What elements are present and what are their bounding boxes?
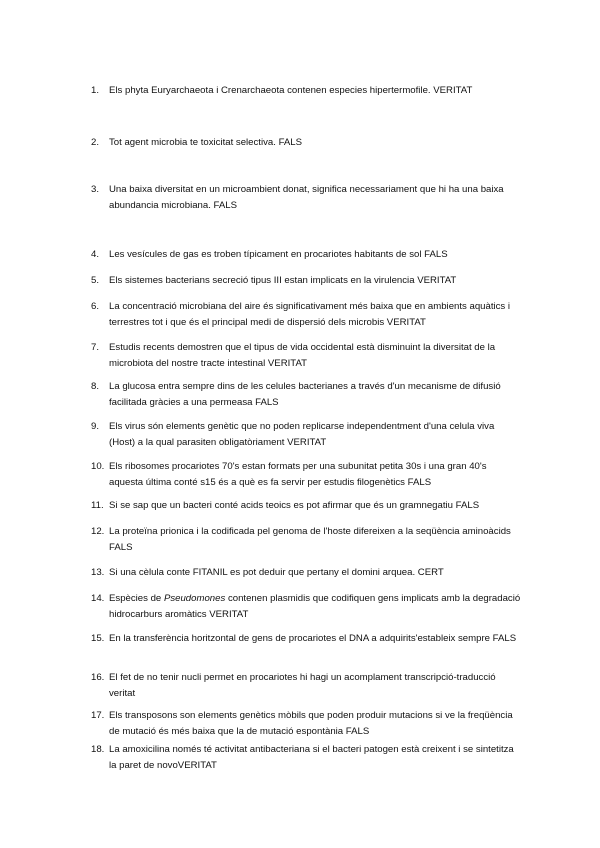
item-number: 9. bbox=[91, 421, 100, 432]
list-item-3 bbox=[91, 182, 521, 214]
item-number: 8. bbox=[91, 381, 100, 392]
list-item-13 bbox=[91, 565, 521, 581]
list-item-1 bbox=[91, 83, 521, 99]
list-item-9 bbox=[91, 419, 521, 451]
item-number: 17. bbox=[91, 710, 105, 721]
list-item-7 bbox=[91, 340, 521, 372]
item-number: 12. bbox=[91, 526, 105, 537]
list-item-4 bbox=[91, 247, 521, 263]
item-text: Els ribosomes procariotes 70's estan formats per una subunitat petita 30s i una gran 40's aquesta última conté s15 és a què es fa servir per estudis filogenètics FALS bbox=[109, 461, 487, 488]
item-text: Els transposons son elements genètics mòbils que poden produir mutacions si ve la freqüència de mutació és més baixa que la de mutació espontània FALS bbox=[109, 710, 513, 737]
item-number: 18. bbox=[91, 744, 105, 755]
item-text-italic: Pseudomones bbox=[163, 593, 226, 604]
item-text: La glucosa entra sempre dins de les celules bacterianes a través d'un mecanisme de difusió facilitada gràcies a una permeasa FALS bbox=[109, 381, 501, 408]
item-text: Les vesícules de gas es troben típicament en procariotes habitants de sol FALS bbox=[109, 249, 448, 260]
list-item-10 bbox=[91, 459, 521, 491]
item-text: Una baixa diversitat en un microambient donat, significa necessariament que hi ha una baixa abundancia microbiana. FALS bbox=[109, 184, 504, 211]
item-text: Els phyta Euryarchaeota i Crenarchaeota contenen especies hipertermofile. VERITAT bbox=[109, 85, 473, 96]
list-item-12 bbox=[91, 524, 521, 556]
list-item-18 bbox=[91, 742, 521, 774]
item-number: 5. bbox=[91, 275, 100, 286]
item-number: 16. bbox=[91, 672, 105, 683]
list-item-2 bbox=[91, 135, 521, 151]
item-number: 7. bbox=[91, 342, 100, 353]
item-text: La amoxicilina només té activitat antibacteriana si el bacteri patogen està creixent i se sintetitza la paret de novoVERITAT bbox=[109, 744, 514, 771]
item-text: En la transferència horitzontal de gens de procariotes el DNA a adquirits'estableix sempre FALS bbox=[109, 633, 517, 644]
list-item-8 bbox=[91, 379, 521, 411]
item-number: 2. bbox=[91, 137, 100, 148]
item-number: 3. bbox=[91, 184, 100, 195]
item-number: 6. bbox=[91, 301, 100, 312]
list-item-6 bbox=[91, 299, 521, 331]
list-item-15 bbox=[91, 631, 521, 647]
item-text: Els sistemes bacterians secreció tipus III estan implicats en la virulencia VERITAT bbox=[109, 275, 457, 286]
list-item-11 bbox=[91, 498, 521, 514]
list-item-5 bbox=[91, 273, 521, 289]
item-text: El fet de no tenir nucli permet en procariotes hi hagi un acomplament transcripció-traducció veritat bbox=[109, 672, 496, 699]
item-text bbox=[109, 591, 521, 623]
list-item-17 bbox=[91, 708, 521, 740]
item-number: 11. bbox=[91, 500, 104, 511]
item-number: 14. bbox=[91, 593, 105, 604]
item-number: 13. bbox=[91, 567, 105, 578]
item-number: 10. bbox=[91, 461, 105, 472]
item-text: Si una cèlula conte FITANIL es pot deduir que pertany el domini arquea. CERT bbox=[109, 567, 444, 578]
item-text: Si se sap que un bacteri conté acids teoics es pot afirmar que és un gramnegatiu FALS bbox=[109, 500, 480, 511]
list-item-16 bbox=[91, 670, 521, 702]
item-text: Tot agent microbia te toxicitat selectiva. FALS bbox=[109, 137, 303, 148]
item-text: Els virus són elements genètic que no poden replicarse independentment d'una celula viva (Host) a la qual parasiten obligatòriament VERITAT bbox=[109, 421, 495, 448]
item-text: La concentració microbiana del aire és significativament més baixa que en ambients aquàtics i terrestres tot i que és el principal medi de dispersió dels microbis VERITAT bbox=[109, 301, 511, 328]
item-text-pre: Espècies de bbox=[109, 593, 164, 604]
item-number: 15. bbox=[91, 633, 105, 644]
item-text-post: contenen plasmidis que codifiquen gens implicats amb la degradació hidrocarburs aromàtics VERITAT bbox=[109, 593, 521, 620]
list-item-14 bbox=[91, 591, 521, 623]
item-text: Estudis recents demostren que el tipus de vida occidental està disminuint la diversitat de la microbiota del nostre tracte intestinal VERITAT bbox=[109, 342, 496, 369]
item-text: La proteïna prionica i la codificada pel genoma de l'hoste difereixen a la seqüència aminoàcids FALS bbox=[109, 526, 511, 553]
item-number: 4. bbox=[91, 249, 100, 260]
item-number: 1. bbox=[91, 85, 100, 96]
